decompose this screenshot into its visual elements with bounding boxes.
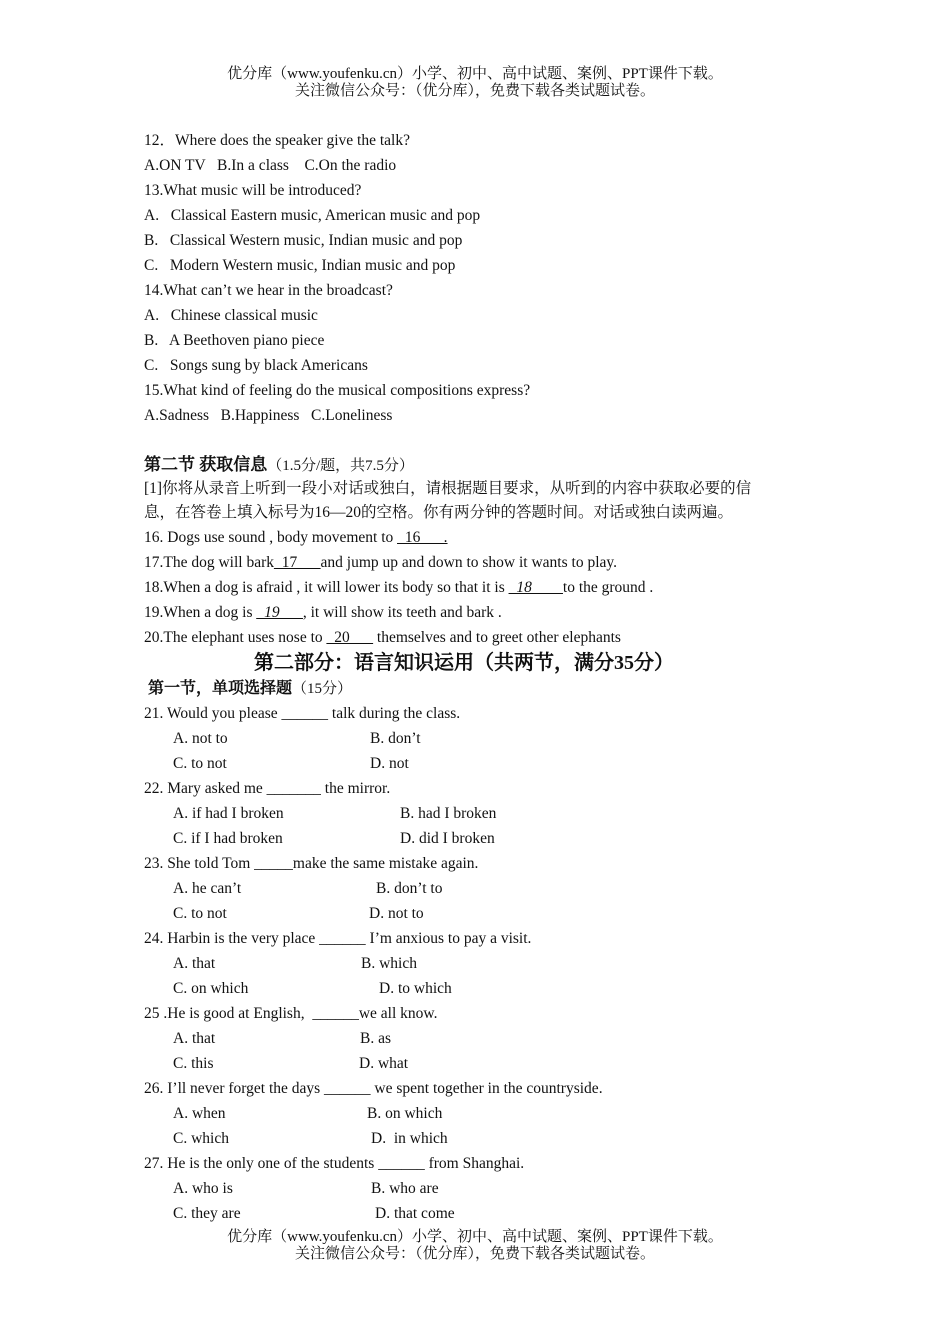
part-2-title: 第二部分：语言知识运用（共两节，满分35分） [254, 652, 674, 674]
item-16-blank: _16___. [397, 529, 448, 546]
item-17-blank: _17___ [274, 554, 321, 571]
item-20-text: 20.The elephant uses nose to [144, 629, 327, 646]
question-26-options-row [144, 1126, 824, 1151]
item-18-text: 18.When a dog is afraid , it will lower its body so that it is [144, 579, 509, 596]
option-c: C. to not [173, 905, 227, 922]
question-25: 25 .He is good at English, ______we all know. [144, 1005, 438, 1022]
option-d: D. in which [371, 1130, 448, 1147]
section-2-score-note: （1.5分/题，共7.5分） [267, 458, 414, 474]
option-a: A. that [173, 1030, 216, 1047]
item-20-blank: _20___ [326, 629, 374, 646]
item-17 [144, 550, 824, 575]
footer-line-2: 关注微信公众号：（优分库），免费下载各类试题试卷。 [294, 1246, 655, 1262]
question-22-options-row [144, 826, 824, 851]
question-12: 12．Where does the speaker give the talk? [144, 132, 410, 149]
option-d: D. not to [369, 905, 424, 922]
question-24-options-row [144, 951, 824, 976]
item-19-after: , it will show its teeth and bark . [302, 604, 502, 621]
option-c: C. which [173, 1130, 229, 1147]
option-c: C. if I had broken [173, 830, 283, 847]
section-2-heading [144, 452, 824, 477]
item-16 [144, 525, 824, 550]
option-a: A. who is [173, 1180, 233, 1197]
question-14-option-c: C. Songs sung by black Americans [144, 357, 368, 374]
option-d: D. did I broken [400, 830, 495, 847]
option-a: A. when [173, 1105, 226, 1122]
question-13: 13.What music will be introduced? [144, 182, 362, 199]
header-line-1: 优分库（www.youfenku.cn）小学、初中、高中试题、案例、PPT课件下载。 [227, 66, 723, 82]
option-b: B. as [360, 1030, 391, 1047]
item-16-text: 16. Dogs use sound , body movement to [144, 529, 398, 546]
option-b: B. on which [367, 1105, 443, 1122]
item-17-text: 17.The dog will bark [144, 554, 275, 571]
subsection-title: 第一节，单项选择题 [148, 680, 293, 697]
part-2-subsection-heading [144, 676, 824, 701]
page-footer [0, 1229, 950, 1263]
instruction-line-2: 息，在答卷上填入标号为16—20的空格。你有两分钟的答题时间。对话或独白读两遍。 [144, 504, 734, 521]
option-a: A. not to [173, 730, 228, 747]
question-13-option-c: C. Modern Western music, Indian music and pop [144, 257, 456, 274]
question-25-options-row [144, 1051, 824, 1076]
section-2-title: 第二节 获取信息 [144, 455, 268, 474]
question-14-option-a: A. Chinese classical music [144, 307, 318, 324]
header-line-2: 关注微信公众号：（优分库），免费下载各类试题试卷。 [294, 83, 655, 99]
question-24-options-row [144, 976, 824, 1001]
question-23-options-row [144, 901, 824, 926]
question-13-option-a: A. Classical Eastern music, American music and pop [144, 207, 481, 224]
question-12-options: A.ON TV B.In a class C.On the radio [144, 157, 397, 174]
question-22: 22. Mary asked me _______ the mirror. [144, 780, 391, 797]
multiple-choice-list [144, 701, 824, 1226]
item-18-after: to the ground . [562, 579, 654, 596]
option-b: B. don’t [370, 730, 421, 747]
option-c: C. on which [173, 980, 249, 997]
section-2-instructions [144, 477, 814, 525]
question-23-options-row [144, 876, 824, 901]
question-15-options: A.Sadness B.Happiness C.Loneliness [144, 407, 393, 424]
item-20-after: themselves and to greet other elephants [373, 629, 621, 646]
item-18 [144, 575, 824, 600]
question-27-options-row [144, 1176, 824, 1201]
question-26: 26. I’ll never forget the days ______ we spent together in the countryside. [144, 1080, 603, 1097]
item-18-blank: _18____ [508, 579, 563, 596]
question-14-option-b: B. A Beethoven piano piece [144, 332, 325, 349]
option-d: D. that come [375, 1205, 455, 1222]
option-a: A. that [173, 955, 216, 972]
item-17-after: and jump up and down to show it wants to play. [320, 554, 617, 571]
question-27-options-row [144, 1201, 824, 1226]
footer-line-1: 优分库（www.youfenku.cn）小学、初中、高中试题、案例、PPT课件下载。 [227, 1229, 723, 1245]
question-21: 21. Would you please ______ talk during the class. [144, 705, 461, 722]
option-c: C. they are [173, 1205, 241, 1222]
option-b: B. who are [371, 1180, 439, 1197]
question-13-option-b: B. Classical Western music, Indian music and pop [144, 232, 463, 249]
question-26-options-row [144, 1101, 824, 1126]
option-c: C. this [173, 1055, 214, 1072]
subsection-score-note: （15分） [292, 681, 353, 697]
item-19-blank: _19___ [256, 604, 303, 621]
page-header [0, 66, 950, 100]
option-a: A. if had I broken [173, 805, 284, 822]
question-24: 24. Harbin is the very place ______ I’m anxious to pay a visit. [144, 930, 532, 947]
option-c: C. to not [173, 755, 227, 772]
question-21-options-row [144, 726, 824, 751]
option-b: B. which [361, 955, 417, 972]
question-25-options-row [144, 1026, 824, 1051]
question-14: 14.What can’t we hear in the broadcast? [144, 282, 393, 299]
option-d: D. to which [379, 980, 452, 997]
option-a: A. he can’t [173, 880, 242, 897]
item-19 [144, 600, 824, 625]
item-20 [144, 625, 824, 650]
spacer [144, 428, 824, 452]
item-19-text: 19.When a dog is [144, 604, 257, 621]
question-23: 23. She told Tom _____make the same mistake again. [144, 855, 479, 872]
question-27: 27. He is the only one of the students ______ from Shanghai. [144, 1155, 525, 1172]
option-d: D. not [370, 755, 409, 772]
exam-body [144, 128, 824, 1226]
instruction-line-1: [1]你将从录音上听到一段小对话或独白，请根据题目要求，从听到的内容中获取必要的信 [144, 480, 752, 497]
option-b: B. don’t to [376, 880, 443, 897]
option-d: D. what [359, 1055, 409, 1072]
question-21-options-row [144, 751, 824, 776]
option-b: B. had I broken [400, 805, 497, 822]
question-15: 15.What kind of feeling do the musical compositions express? [144, 382, 531, 399]
question-22-options-row [144, 801, 824, 826]
